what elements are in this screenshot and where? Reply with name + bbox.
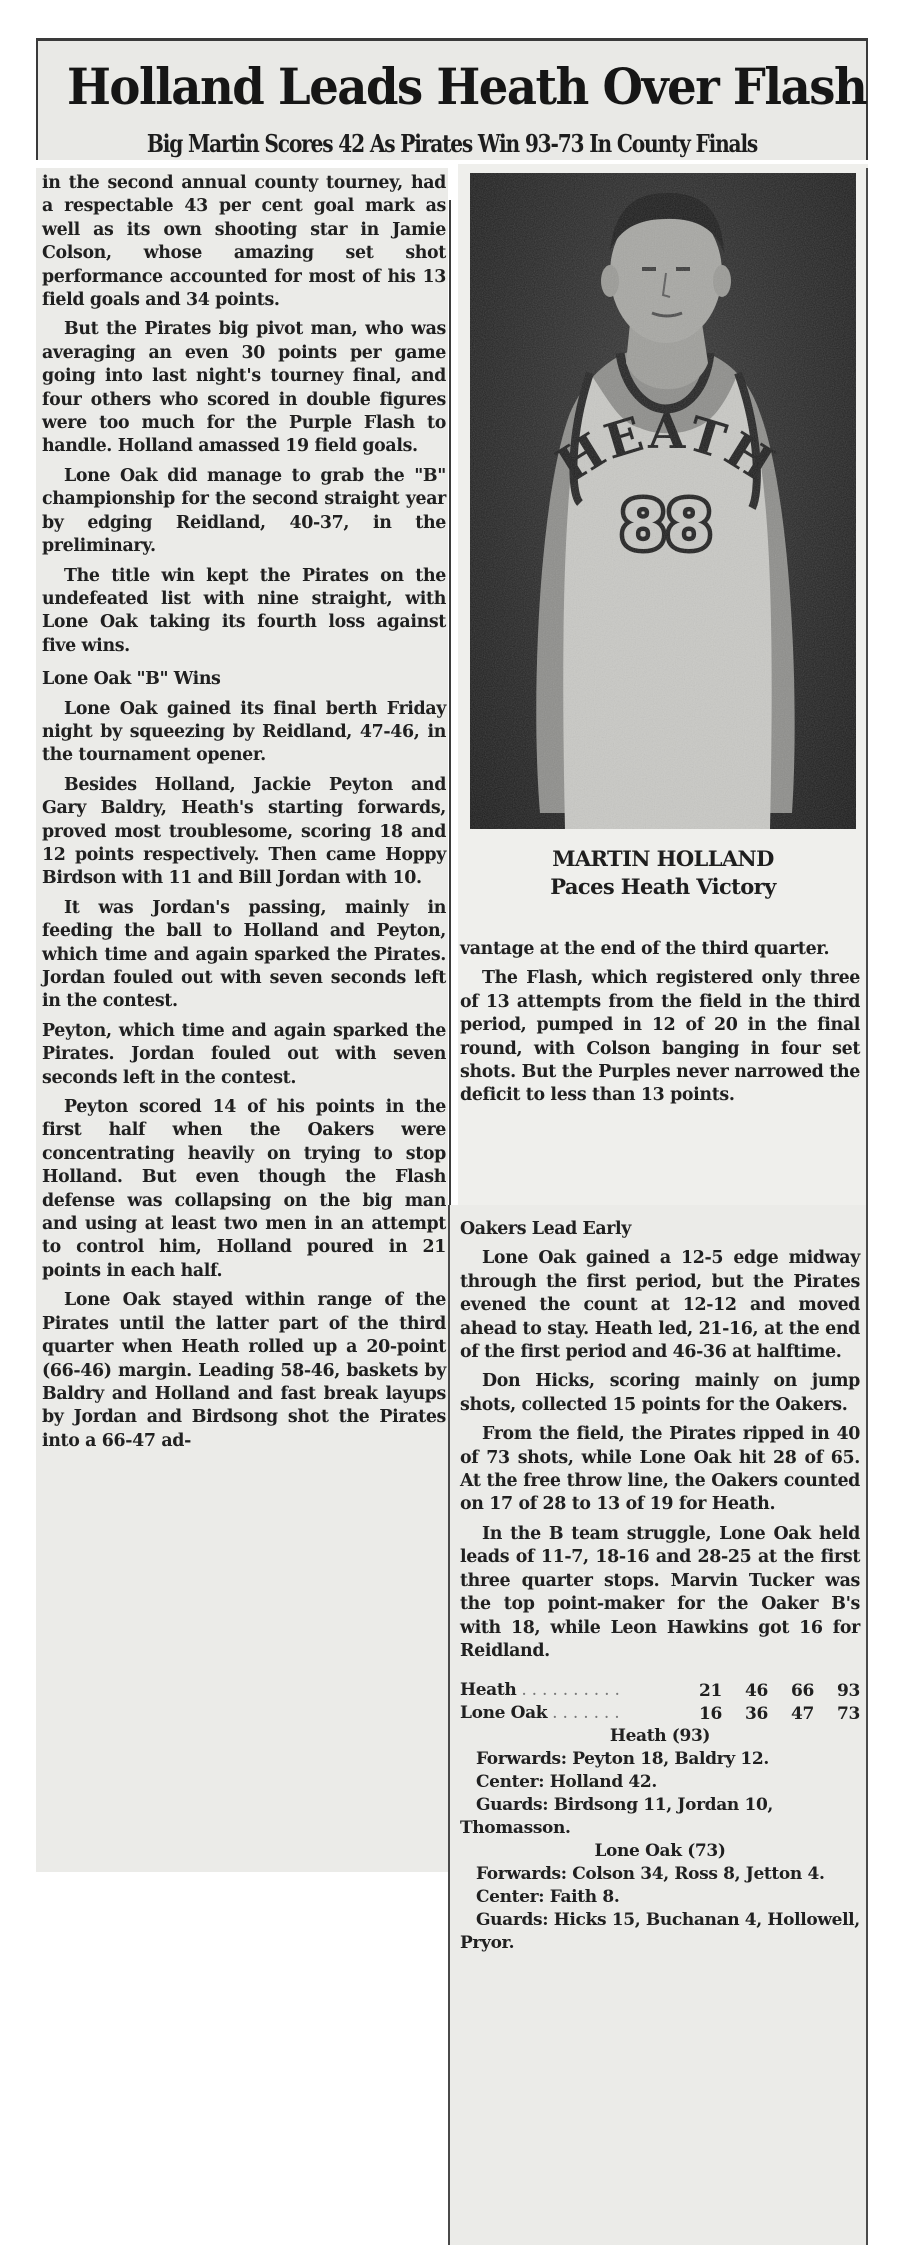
subheadline: Big Martin Scores 42 As Pirates Win 93-73 In County Finals xyxy=(146,129,758,158)
paragraph: From the field, the Pirates ripped in 40 of 73 shots, while Lone Oak hit 28 of 65. At the free throw line, the Oakers counted on 17 of 28 to 13 of 19 for Heath. xyxy=(460,1424,860,1515)
photo-caption xyxy=(458,845,868,901)
paragraph: Lone Oak gained a 12-5 edge midway through the first period, but the Pirates evened the count at 12-12 and moved ahead to stay. Heath led, 21-16, at the end of the first period and 46-36 at halftime. xyxy=(460,1248,860,1363)
paragraph: Peyton, which time and again sparked the Pirates. Jordan fouled out with seven seconds left in the contest. xyxy=(42,1020,446,1088)
headline-banner xyxy=(36,38,868,160)
team-name: Heath . . . . . . . . . . xyxy=(460,1680,621,1701)
q2-score: 46 xyxy=(745,1680,768,1701)
box-score-line: Center: Faith 8. xyxy=(476,1887,620,1908)
box-score-line: Forwards: Peyton 18, Baldry 12. xyxy=(476,1749,769,1770)
paragraph: in the second annual county tourney, had a respectable 43 per cent goal mark as well as its own shooting star in Jamie Colson, whose amazing set shot performance accounted for most of his 13 field goals and 34 points. xyxy=(42,173,446,311)
paragraph: The title win kept the Pirates on the undefeated list with nine straight, with Lone Oak taking its fourth loss against five wins. xyxy=(42,565,446,656)
right-column-text-top xyxy=(460,938,860,1114)
linescore-row xyxy=(460,1679,860,1702)
paragraph: In the B team struggle, Lone Oak held leads of 11-7, 18-16 and 28-25 at the first three quarter stops. Marvin Tucker was the top point-maker for the Oaker B's with 18, while Leon Hawkins got 16 for Reidland. xyxy=(460,1523,860,1661)
box-score-team-header: Lone Oak (73) xyxy=(594,1841,726,1862)
q1-score: 16 xyxy=(699,1703,722,1724)
paragraph: Peyton scored 14 of his points in the first half when the Oakers were concentrating heavily on trying to stop Holland. But even though the Flash defense was collapsing on the big man and using at least two men in an attempt to control him, Holland poured in 21 points in each half. xyxy=(42,1097,446,1281)
paragraph: Don Hicks, scoring mainly on jump shots, collected 15 points for the Oakers. xyxy=(460,1371,860,1415)
box-score-team-header: Heath (93) xyxy=(609,1726,711,1747)
caption-name: MARTIN HOLLAND xyxy=(552,846,774,871)
q2-score: 36 xyxy=(745,1703,768,1724)
paragraph: Lone Oak did manage to grab the "B" championship for the second straight year by edging Reidland, 40-37, in the preliminary. xyxy=(42,465,446,557)
right-column-text-lower xyxy=(460,1218,860,1955)
section-subhead: Oakers Lead Early xyxy=(460,1219,631,1239)
paragraph: Besides Holland, Jackie Peyton and Gary Baldry, Heath's starting forwards, proved most troublesome, scoring 18 and 12 points respectively. Then came Hoppy Birdson with 11 and Bill Jordan with 10. xyxy=(42,774,446,889)
linescore-row xyxy=(460,1702,860,1725)
paragraph: It was Jordan's passing, mainly in feeding the ball to Holland and Peyton, which time and again sparked the Pirates. Jordan fouled out with seven seconds left in the contest. xyxy=(42,897,446,1012)
leader-dots: . . . . . . . xyxy=(552,1707,621,1722)
box-score xyxy=(460,1725,860,1955)
box-score-line: Guards: Hicks 15, Buchanan 4, Hollowell, Pryor. xyxy=(460,1910,860,1954)
box-score-line: Forwards: Colson 34, Ross 8, Jetton 4. xyxy=(476,1864,825,1885)
final-score: 73 xyxy=(837,1703,860,1724)
box-score-line: Guards: Birdsong 11, Jordan 10, Thomasson. xyxy=(460,1795,773,1839)
player-photo xyxy=(470,173,856,829)
q3-score: 47 xyxy=(791,1703,814,1724)
paragraph: But the Pirates big pivot man, who was averaging an even 30 points per game going into last night's tourney final, and four others who scored in double figures were too much for the Purple Flash to handle. Holland amassed 19 field goals. xyxy=(42,319,446,457)
linescore-table xyxy=(460,1679,860,1725)
left-column-text xyxy=(42,172,446,1459)
headline: Holland Leads Heath Over Flash xyxy=(66,57,867,116)
section-subhead: Lone Oak "B" Wins xyxy=(42,669,221,690)
player-portrait-image xyxy=(470,173,856,829)
team-name: Lone Oak . . . . . . . xyxy=(460,1703,621,1724)
left-column xyxy=(36,168,448,1872)
paragraph: The Flash, which registered only three of 13 attempts from the field in the third period, pumped in 12 of 20 in the final round, with Colson banging in four set shots. But the Purples never narrowed the deficit to less than 13 points. xyxy=(460,968,860,1106)
caption-subtitle: Paces Heath Victory xyxy=(550,874,776,899)
paragraph: vantage at the end of the third quarter. xyxy=(460,939,830,959)
q1-score: 21 xyxy=(699,1680,722,1701)
right-border-rule xyxy=(866,168,868,2245)
q3-score: 66 xyxy=(791,1680,814,1701)
final-score: 93 xyxy=(837,1680,860,1701)
box-score-line: Center: Holland 42. xyxy=(476,1772,657,1793)
leader-dots: . . . . . . . . . . xyxy=(521,1684,621,1699)
paragraph: Lone Oak stayed within range of the Pirates until the latter part of the third quarter when Heath rolled up a 20-point (66-46) margin. Leading 58-46, baskets by Baldry and Holland and fast break layups by Jordan and Birdsong shot the Pirates into a 66-47 ad- xyxy=(42,1290,446,1451)
paragraph: Lone Oak gained its final berth Friday night by squeezing by Reidland, 47-46, in the tournament opener. xyxy=(42,698,446,766)
